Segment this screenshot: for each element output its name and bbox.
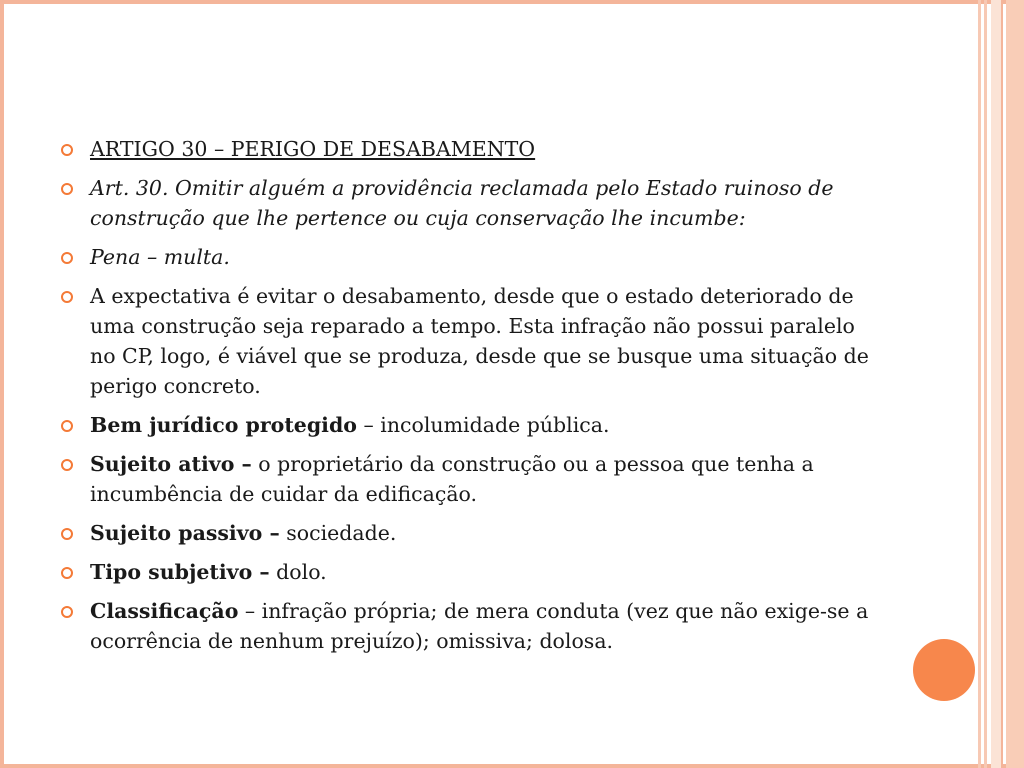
subjective-type-label: Tipo subjetivo – bbox=[90, 560, 270, 584]
frame-bottom-border bbox=[0, 764, 1024, 768]
bullet-icon bbox=[61, 606, 73, 618]
list-item-legal-good bbox=[60, 410, 880, 440]
decorative-circle bbox=[913, 639, 975, 701]
bullet-icon bbox=[61, 183, 73, 195]
list-item-classification bbox=[60, 596, 880, 656]
section-heading: ARTIGO 30 – PERIGO DE DESABAMENTO bbox=[90, 137, 536, 161]
legal-good-label: Bem jurídico protegido bbox=[90, 413, 357, 437]
stripe bbox=[984, 0, 987, 768]
list-item-penalty bbox=[60, 242, 880, 272]
list-item-active-subject bbox=[60, 449, 880, 509]
bullet-icon bbox=[61, 291, 73, 303]
passive-subject-label: Sujeito passivo – bbox=[90, 521, 280, 545]
list-item-explanation bbox=[60, 281, 880, 401]
bullet-icon bbox=[61, 252, 73, 264]
bullet-icon bbox=[61, 567, 73, 579]
stripe bbox=[1006, 0, 1024, 768]
frame-top-border bbox=[0, 0, 1024, 4]
stripe bbox=[978, 0, 981, 768]
active-subject-label: Sujeito ativo – bbox=[90, 452, 252, 476]
legal-good-text: – incolumidade pública. bbox=[356, 413, 610, 437]
bullet-icon bbox=[61, 459, 73, 471]
classification-label: Classificação bbox=[90, 599, 239, 623]
right-decorative-stripes bbox=[978, 0, 1024, 768]
stripe bbox=[1001, 0, 1003, 768]
frame-left-border bbox=[0, 0, 4, 768]
active-subject-text: o proprietário da construção ou a pessoa que tenha a incumbência de cuidar da edificação. bbox=[90, 452, 814, 506]
subjective-type-text: dolo. bbox=[269, 560, 327, 584]
classification-text: – infração própria; de mera conduta (vez que não exige-se a ocorrência de nenhum prejuízo); omissiva; dolosa. bbox=[90, 599, 869, 653]
article-text: Art. 30. Omitir alguém a providência reclamada pelo Estado ruinoso de construção que lhe pertence ou cuja conservação lhe incumbe: bbox=[90, 176, 834, 230]
passive-subject-text: sociedade. bbox=[279, 521, 397, 545]
list-item-article-text bbox=[60, 173, 880, 233]
bullet-icon bbox=[61, 144, 73, 156]
list-item-subjective-type bbox=[60, 557, 880, 587]
stripe bbox=[991, 0, 1001, 768]
bullet-icon bbox=[61, 420, 73, 432]
bullet-list bbox=[60, 134, 880, 665]
list-item-passive-subject bbox=[60, 518, 880, 548]
bullet-icon bbox=[61, 528, 73, 540]
penalty-text: Pena – multa. bbox=[90, 245, 230, 269]
explanation-text: A expectativa é evitar o desabamento, desde que o estado deteriorado de uma construção seja reparado a tempo. Esta infração não possui paralelo no CP, logo, é viável que se produza, desde que se busque uma situação de perigo concreto. bbox=[90, 284, 869, 398]
list-item-title bbox=[60, 134, 880, 164]
